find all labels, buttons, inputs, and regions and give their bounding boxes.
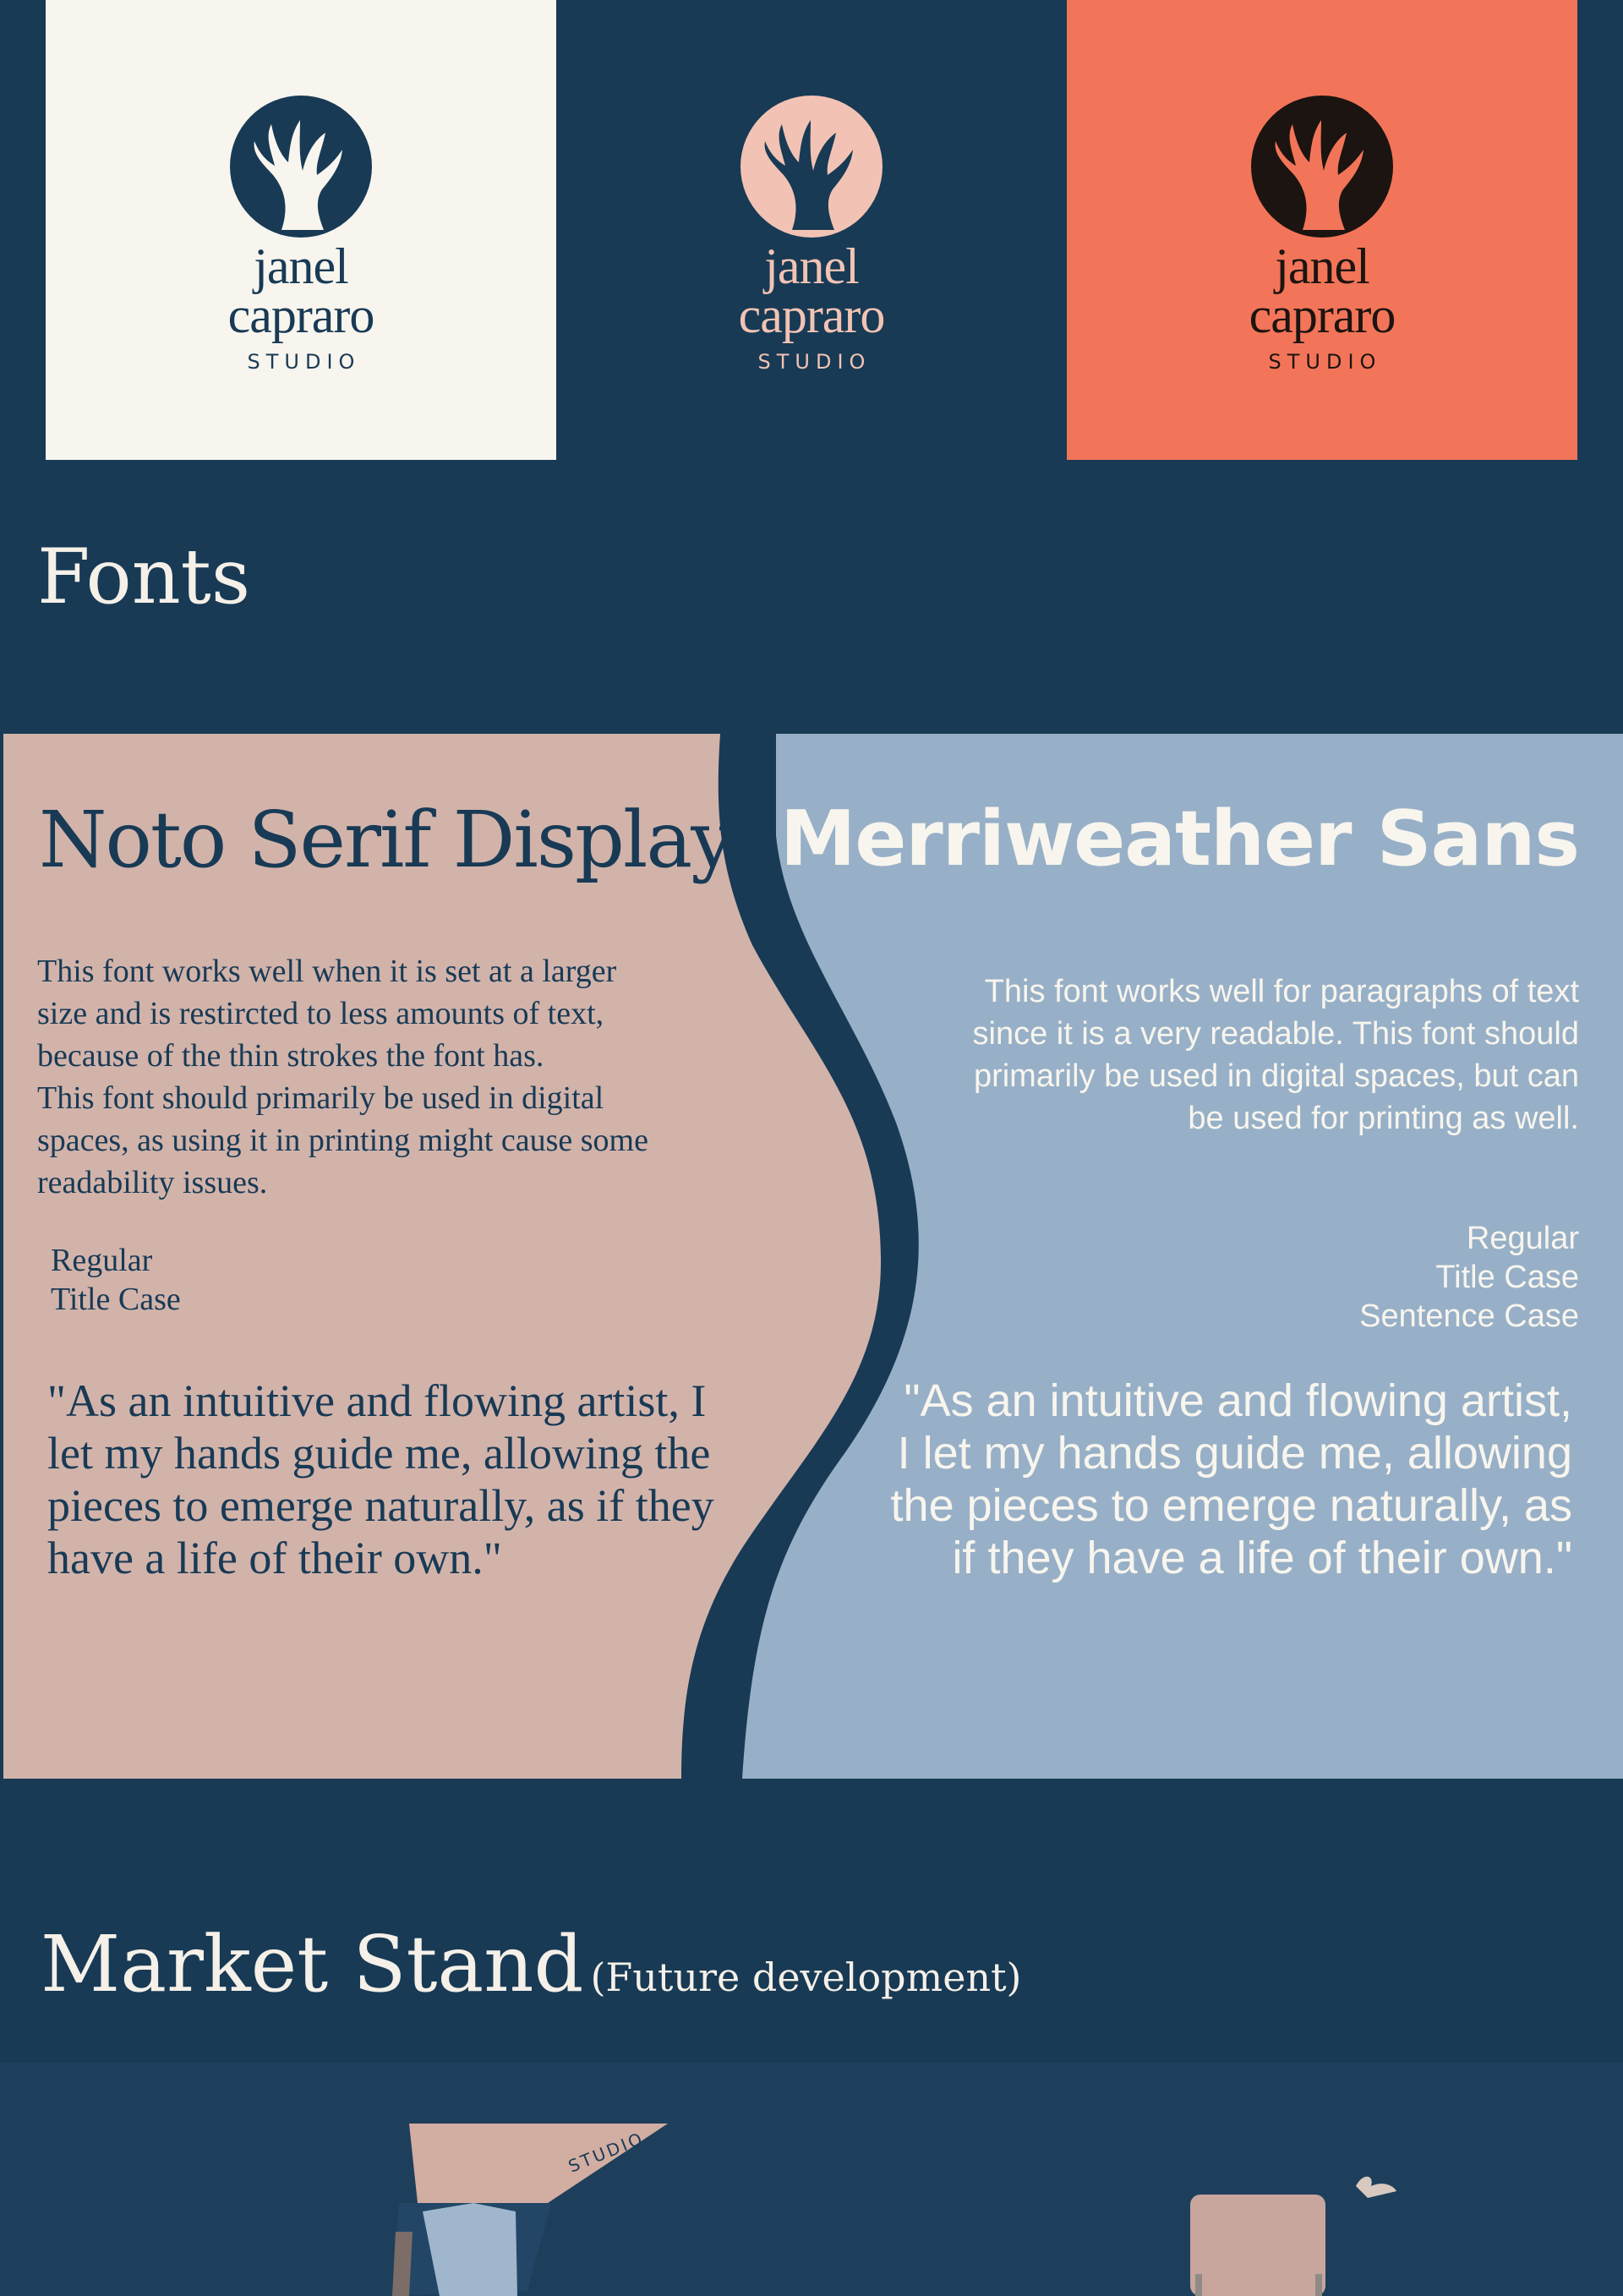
logo-studio-label: STUDIO <box>247 350 361 374</box>
market-stand-heading <box>41 1919 1022 2009</box>
noto-font-quote: "As an intuitive and flowing artist, I let my hands guide me, allowing the pieces to emerge naturally, as if they have a life of their own." <box>47 1375 714 1583</box>
logo-studio-label: STUDIO <box>1268 350 1382 374</box>
merriweather-font-quote: "As an intuitive and flowing artist, I let my hands guide me, allowing the pieces to emerge naturally, as if they have a life of their own." <box>890 1375 1572 1583</box>
logo-wordmark: janel capraro <box>1249 238 1396 343</box>
logo-wordmark: janel capraro <box>738 238 885 343</box>
style-item: Title Case <box>51 1282 181 1317</box>
noto-font-styles <box>51 1241 181 1319</box>
market-stand-subtitle: (Future development) <box>590 1954 1022 2000</box>
logo-wordmark: janel capraro <box>227 238 374 343</box>
style-item: Regular <box>1466 1221 1579 1256</box>
fonts-comparison <box>0 734 1623 1779</box>
style-item: Title Case <box>1435 1260 1579 1295</box>
merriweather-font-description: This font works well for paragraphs of text since it is a very readable. This font should primarily be used in digital spaces, but can be used for printing as well. <box>972 974 1579 1136</box>
coral-logo-icon <box>222 95 380 238</box>
coral-logo-icon <box>733 95 890 238</box>
stand-crate <box>1190 2195 1325 2296</box>
style-item: Sentence Case <box>1359 1298 1579 1334</box>
stand-sign-text: STUDIO <box>565 2127 648 2177</box>
logo-card-navy <box>556 0 1067 460</box>
stand-vase <box>423 2203 517 2296</box>
logo-card-coral <box>1067 0 1577 460</box>
market-stand-illustration <box>0 2063 1623 2296</box>
noto-font-description: This font works well when it is set at a larger size and is restircted to less amounts of text, because of the thin strokes the font has. This font should primarily be used in digital spaces, as using it in printing might cause some readability issues. <box>37 954 648 1200</box>
noto-font-title: Noto Serif Display <box>39 795 734 885</box>
market-stand-title: Market Stand <box>41 1919 584 2009</box>
logo-studio-label: STUDIO <box>757 350 872 374</box>
coral-logo-icon <box>1243 95 1401 238</box>
merriweather-font-styles <box>1359 1219 1579 1336</box>
merriweather-font-title: Merriweather Sans <box>779 795 1579 883</box>
logo-card-cream <box>46 0 556 460</box>
style-item: Regular <box>51 1243 153 1278</box>
fonts-heading: Fonts <box>37 533 251 621</box>
